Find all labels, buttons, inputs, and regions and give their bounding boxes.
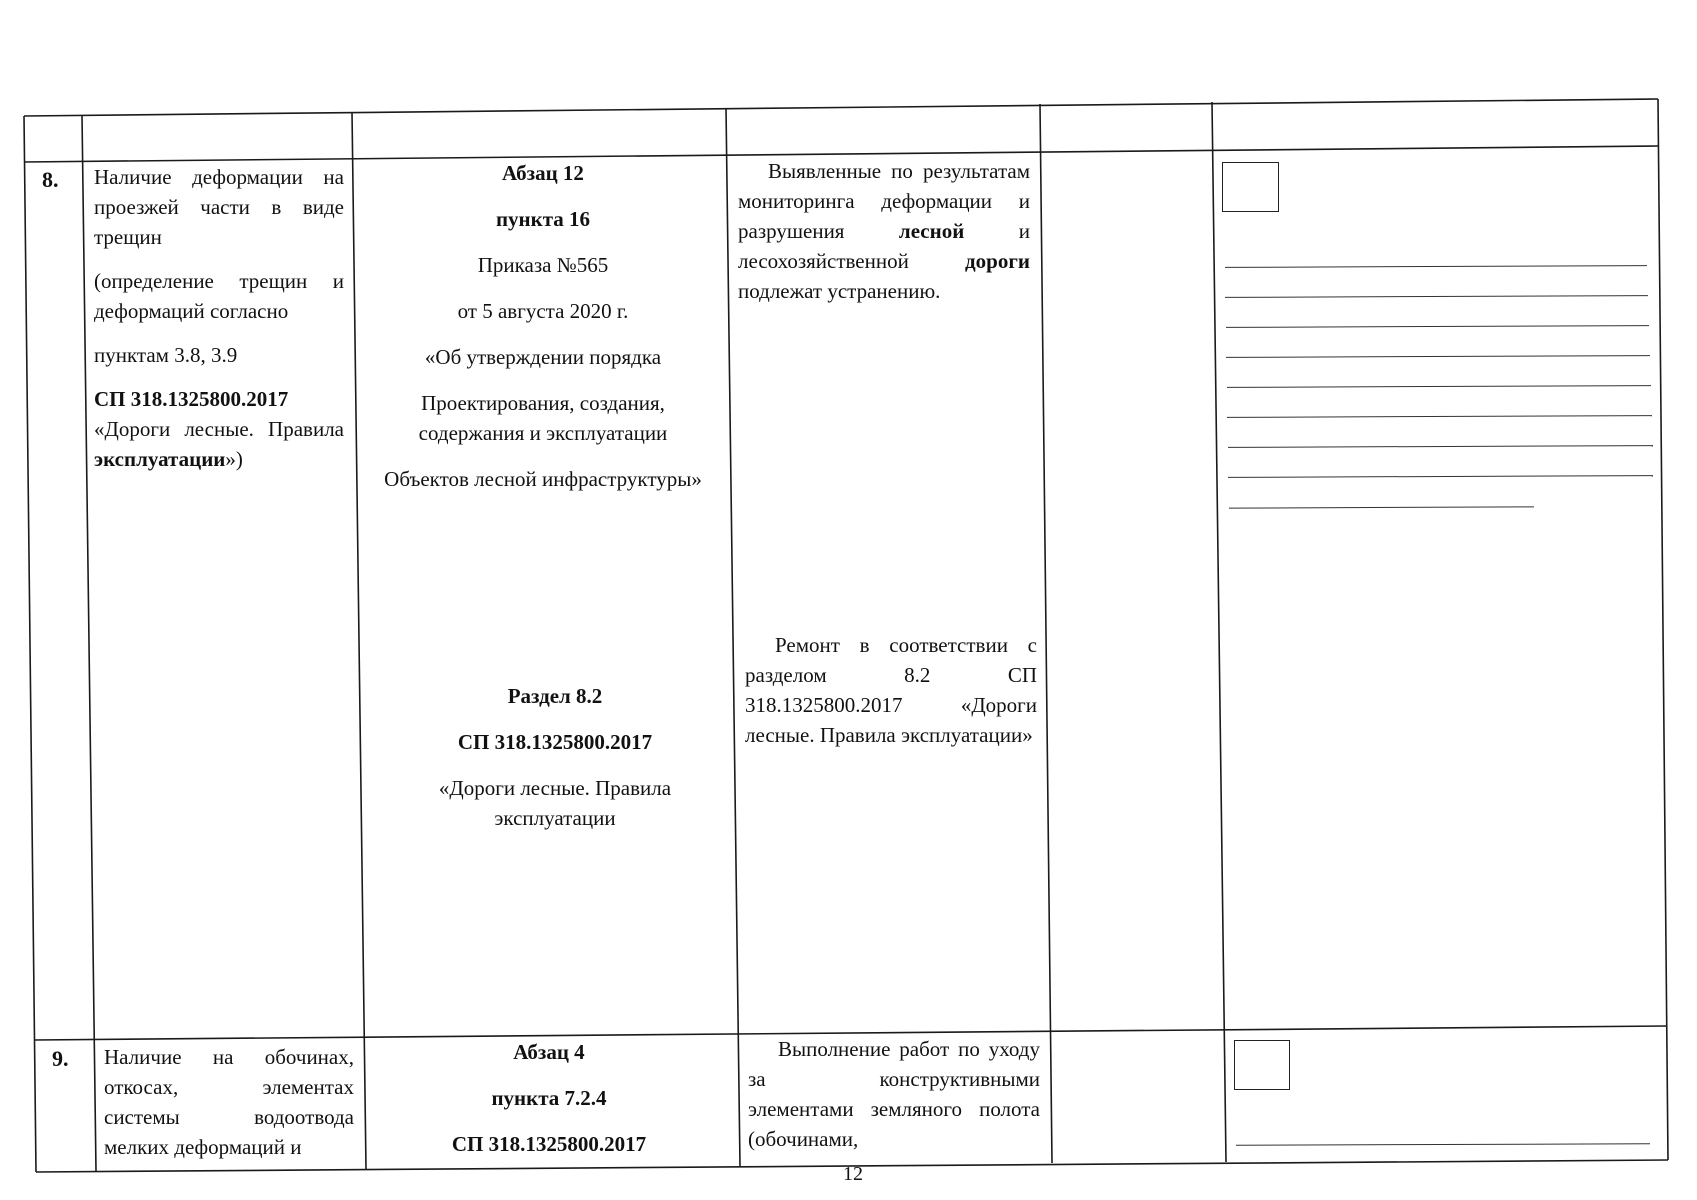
req-order: Приказа №565 [477,253,609,277]
measures-text: Выполнение работ по уходу за конструктивными элементами земляного полота (обочинами, [748,1037,1040,1151]
standard-title-bold: эксплуатации [94,447,226,471]
req-standard-code: СП 318.1325800.2017 [451,1132,647,1156]
req-clause: пункта 7.2.4 [491,1086,607,1110]
row-number: 8. [42,167,59,192]
req-section: Раздел 8.2 [507,684,603,708]
measures-text-bold: лесной [898,219,965,243]
row-number: 9. [52,1046,69,1071]
violation-description [94,162,344,474]
answer-checkbox[interactable] [1222,162,1279,212]
req-standard-code: СП 318.1325800.2017 [457,730,653,754]
violation-standard [94,384,344,474]
req-clause: пункта 16 [495,207,591,231]
violation-clauses: пунктам 3.8, 3.9 [94,343,238,367]
req-standard-title: «Дороги лесные. Правила эксплуатации [438,776,672,830]
standard-title-end: ») [225,447,243,471]
req-title-start: «Об утверждении порядка [424,345,662,369]
measures-text-2: Ремонт в соответствии с разделом 8.2 СП 318.1325800.2017 «Дороги лесные. Правила эксплуатации» [745,633,1037,747]
measures-text-1 [738,156,1030,306]
answer-checkbox[interactable] [1234,1040,1290,1090]
requirements-block-2 [390,681,720,849]
measures-text-bold: дороги [965,249,1030,273]
requirements-block-1 [378,158,708,510]
measures-text-part: и лесохозяйственной [738,219,1030,273]
standard-code: СП 318.1325800.2017 [94,387,289,411]
req-date: от 5 августа 2020 г. [457,299,629,323]
req-title-middle: Проектирования, создания, содержания и эксплуатации [418,391,668,445]
page-number: 12 [843,1163,863,1185]
req-paragraph: Абзац 4 [513,1040,585,1064]
measures-text-part: подлежат устранению. [738,279,941,303]
requirements-block [384,1037,714,1159]
standard-title: «Дороги лесные. Правила [94,417,344,441]
measures-text-part: Выявленные по результатам мониторинга деформации и разрушения [738,159,1030,243]
req-paragraph: Абзац 12 [502,161,584,185]
req-title-end: Объектов лесной инфраструктуры» [384,467,702,491]
violation-description: Наличие на обочинах, откосах, элементах системы водоотвода мелких деформаций и [104,1045,354,1159]
violation-text: Наличие деформации на проезжей части в виде трещин [94,165,344,249]
violation-note: (определение трещин и деформаций согласно [94,269,344,323]
